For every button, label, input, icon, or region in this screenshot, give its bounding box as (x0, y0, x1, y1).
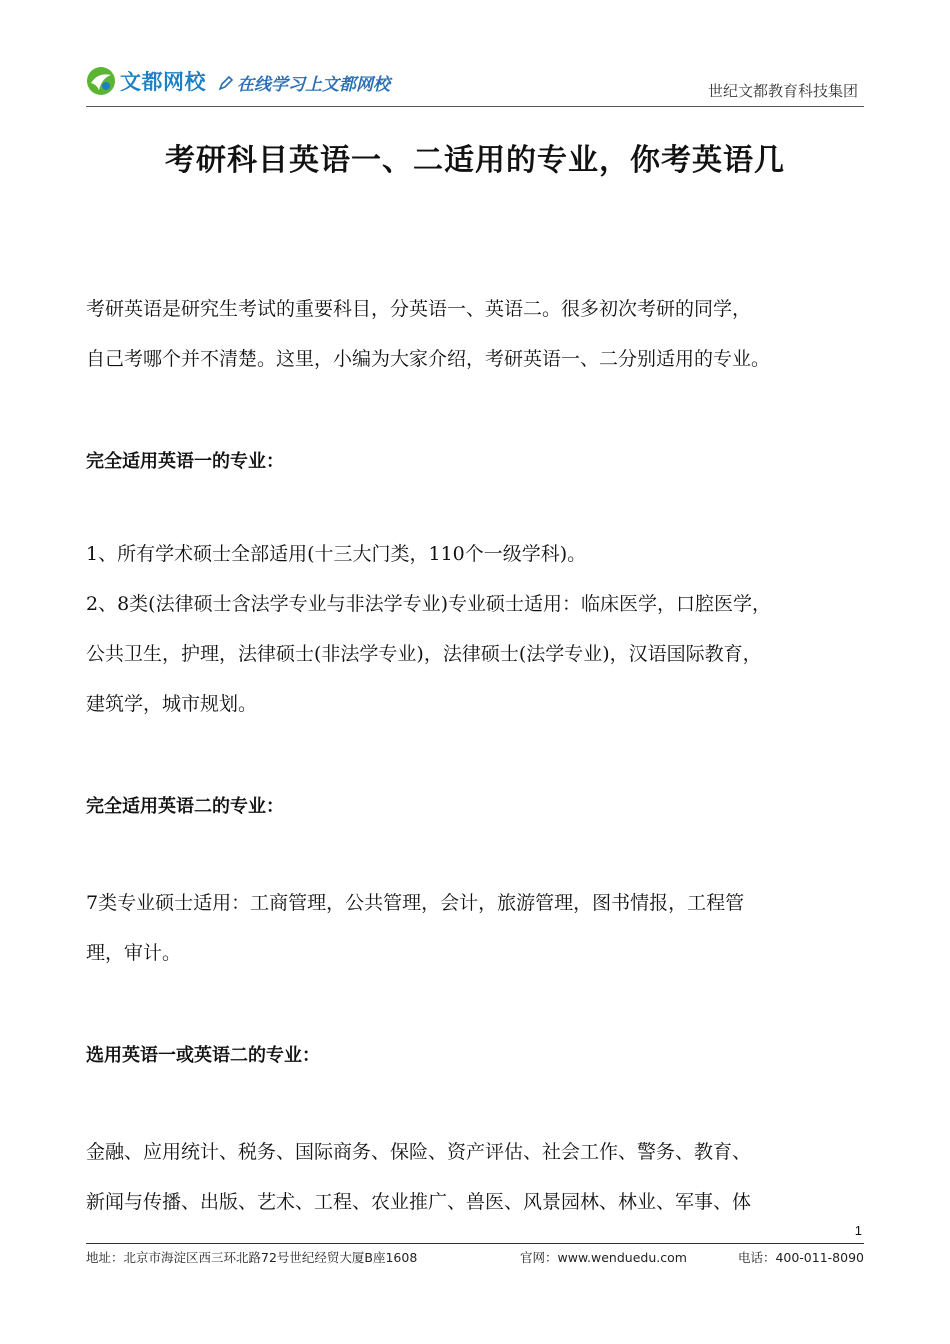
section1-body (86, 529, 866, 729)
section2-line: 理，审计。 (86, 942, 182, 964)
pencil-icon (218, 75, 234, 91)
page-number: 1 (854, 1223, 862, 1238)
page-title: 考研科目英语一、二适用的专业，你考英语几 (165, 143, 785, 178)
section1-line: 公共卫生，护理，法律硕士(非法学专业)，法律硕士(法学专业)，汉语国际教育， (86, 643, 762, 665)
section1-line: 建筑学，城市规划。 (86, 693, 258, 715)
footer-website[interactable]: 官网：www.wenduedu.com (520, 1250, 687, 1265)
section1-line: 2、8类(法律硕士含法学专业与非法学专业)专业硕士适用：临床医学，口腔医学， (86, 593, 772, 615)
footer-phone: 电话：400-011-8090 (737, 1250, 864, 1265)
page-header (86, 62, 864, 104)
section3-line: 新闻与传播、出版、艺术、工程、农业推广、兽医、风景园林、林业、军事、体 (86, 1191, 752, 1213)
section2-line: 7类专业硕士适用：工商管理，公共管理，会计，旅游管理，图书情报，工程管 (86, 892, 745, 914)
company-name: 世纪文都教育科技集团 (707, 82, 858, 100)
footer-divider (86, 1243, 864, 1244)
section1-heading: 完全适用英语一的专业： (86, 451, 284, 472)
section3-body (86, 1127, 866, 1227)
section2-body (86, 878, 866, 978)
intro-line: 自己考哪个并不清楚。这里，小编为大家介绍，考研英语一、二分别适用的专业。 (86, 348, 771, 370)
footer-address: 地址：北京市海淀区西三环北路72号世纪经贸大厦B座1608 (86, 1250, 418, 1265)
section3-line: 金融、应用统计、税务、国际商务、保险、资产评估、社会工作、警务、教育、 (86, 1141, 752, 1163)
slogan (218, 70, 390, 95)
intro-paragraph (86, 284, 866, 384)
brand-logo (86, 66, 206, 96)
intro-line: 考研英语是研究生考试的重要科目，分英语一、英语二。很多初次考研的同学， (86, 298, 752, 320)
section1-line: 1、所有学术硕士全部适用(十三大门类，110个一级学科)。 (86, 543, 587, 565)
section2-heading: 完全适用英语二的专业： (86, 796, 284, 817)
wendu-logo-icon (86, 66, 116, 96)
slogan-text: 在线学习上文都网校 (237, 75, 390, 95)
section3-heading: 选用英语一或英语二的专业： (86, 1045, 320, 1066)
logo-text: 文都网校 (120, 70, 206, 94)
header-divider (86, 106, 864, 107)
